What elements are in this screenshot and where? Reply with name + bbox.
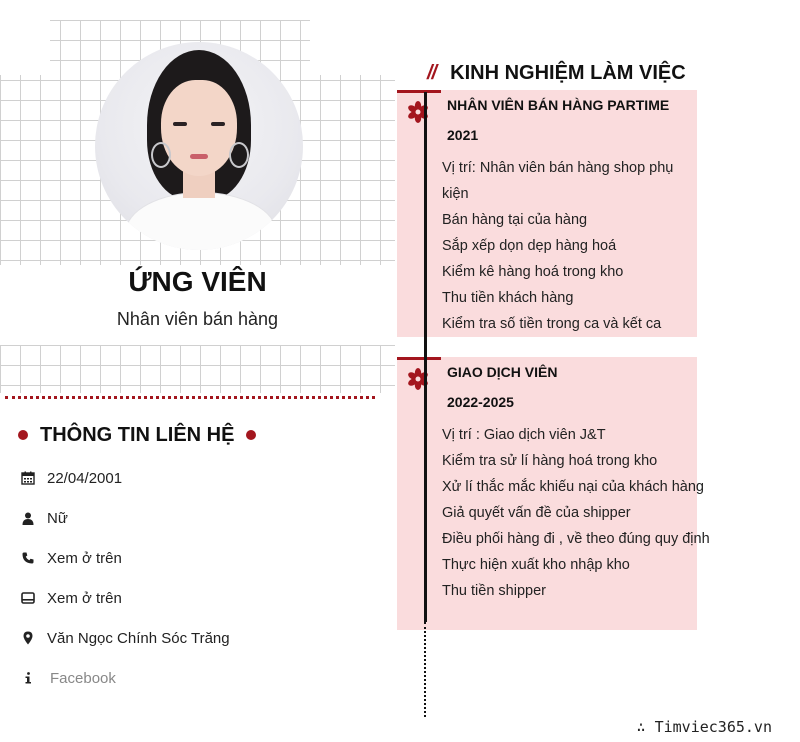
avatar-face [161,80,237,176]
job-duty: Kiểm tra số tiền trong ca và kết ca [442,316,662,332]
phone-icon [20,550,36,566]
job-duty: Kiểm kê hàng hoá trong kho [442,264,624,280]
avatar-eye-left [173,122,187,126]
watermark-text: Timviec365.vn [654,718,772,736]
contact-gender [20,508,68,528]
timeline-line [424,92,427,622]
double-slash-icon: // [427,61,437,84]
contact-value: Xem ở trên [47,549,122,567]
grid-mask-right [310,20,395,75]
contact-email [20,588,122,608]
grid-background-bottom [0,345,395,393]
job-duty: Kiểm tra sử lí hàng hoá trong kho [442,453,658,469]
avatar-earring-right [229,142,249,168]
contact-birthday [20,468,122,488]
watermark [637,718,772,736]
bullet-icon [246,430,256,440]
job-duty: Thực hiện xuất kho nhập kho [442,557,630,573]
location-icon [20,630,36,646]
job-year: 2022-2025 [447,394,514,410]
contact-value: Nữ [47,509,68,527]
card-accent-line [397,357,441,360]
contact-facebook [20,668,116,688]
contact-phone [20,548,122,568]
experience-heading [427,60,686,86]
divider [5,396,375,399]
avatar-shirt [125,192,277,250]
contact-value: Văn Ngọc Chính Sóc Trăng [47,629,230,647]
avatar [95,42,303,250]
experience-card [397,90,697,337]
avatar-eye-right [211,122,225,126]
job-title: GIAO DỊCH VIÊN [447,364,558,380]
job-year: 2021 [447,127,479,143]
avatar-earring-left [151,142,171,168]
info-icon [20,670,36,686]
person-icon [20,510,36,526]
card-accent-line [397,90,441,93]
grid-mask-left [0,20,50,75]
logo-mark-icon: ∴ [636,718,655,736]
job-duties [442,422,710,604]
email-icon [20,590,36,606]
contact-heading [18,423,256,447]
calendar-icon [20,470,36,486]
experience-title: KINH NGHIỆM LÀM VIỆC [450,61,686,84]
contact-address [20,628,230,648]
job-duty: Vị trí : Giao dịch viên J&T [442,427,606,443]
candidate-name: ỨNG VIÊN [128,266,267,297]
avatar-mouth [190,154,208,159]
job-duty: Thu tiền shipper [442,583,546,599]
job-duty: Bán hàng tại của hàng [442,212,588,228]
job-duty: Điều phối hàng đi , về theo đúng quy định [442,531,710,547]
job-duties [442,155,697,337]
job-duty: Giả quyết vấn đề của shipper [442,505,631,521]
timeline-dotted-line [424,622,426,717]
job-duty: Sắp xếp dọn dẹp hàng hoá [442,238,617,254]
experience-card [397,357,710,630]
job-duty: Xử lí thắc mắc khiếu nại của khách hàng [442,479,704,495]
job-duty: Thu tiền khách hàng [442,290,574,306]
bullet-icon [18,430,28,440]
facebook-link[interactable]: Facebook [50,669,116,687]
job-duty: Vị trí: Nhân viên bán hàng shop phụ kiện [442,160,674,202]
contact-value: 22/04/2001 [47,469,123,487]
candidate-role: Nhân viên bán hàng [116,309,279,329]
contact-value: Xem ở trên [47,589,122,607]
contact-title: THÔNG TIN LIÊN HỆ [40,423,235,446]
job-title: NHÂN VIÊN BÁN HÀNG PARTIME [447,97,670,113]
